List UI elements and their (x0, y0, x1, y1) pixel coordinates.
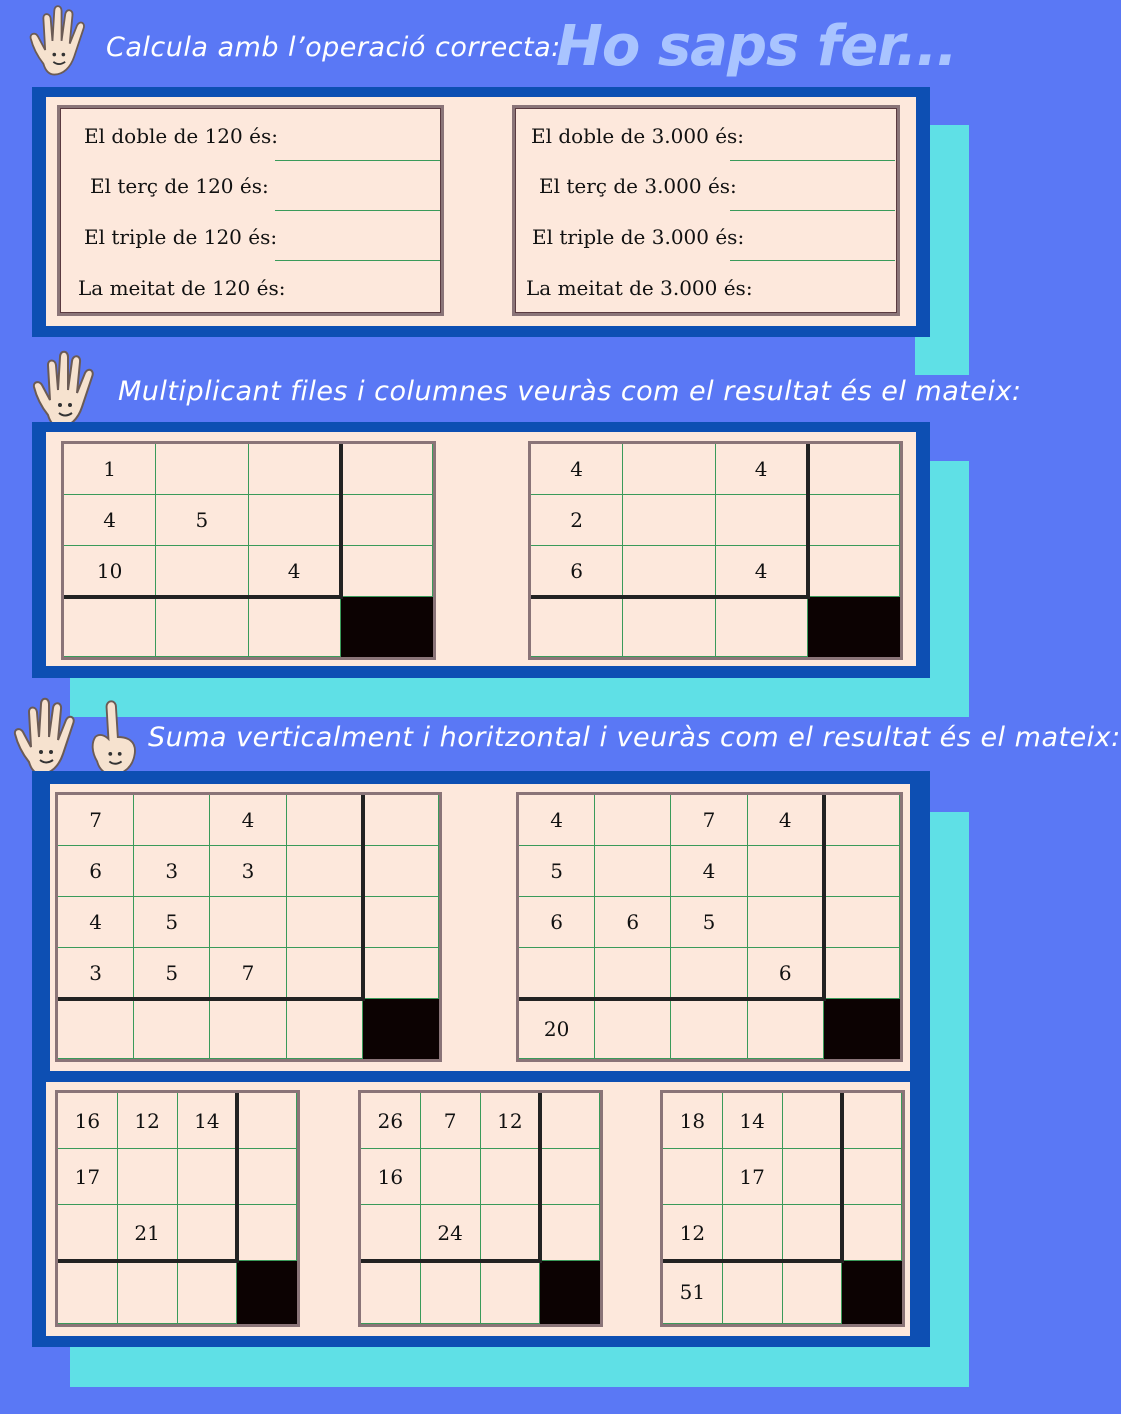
grid-cell: 6 (595, 897, 671, 948)
page-title: Ho saps fer... (556, 14, 957, 79)
row-result-cell[interactable] (237, 1093, 297, 1149)
grid-cell[interactable] (210, 897, 286, 948)
row-result-cell[interactable] (237, 1205, 297, 1261)
grid-divider (58, 997, 363, 1001)
calc-label: El doble de 3.000 és: (531, 124, 745, 148)
grid-cell[interactable] (748, 846, 824, 897)
grid-cell: 4 (671, 846, 747, 897)
row-result-cell[interactable] (842, 1205, 902, 1261)
answer-line[interactable] (275, 260, 440, 261)
row-result-cell[interactable] (363, 795, 439, 846)
grid-cell[interactable] (748, 897, 824, 948)
row-result-cell[interactable] (808, 444, 900, 495)
grid-cell[interactable] (783, 1093, 843, 1149)
black-corner-cell (842, 1261, 902, 1324)
row-result-cell[interactable] (363, 897, 439, 948)
row-result-cell[interactable] (808, 546, 900, 597)
sum-grid-small-3 (660, 1090, 905, 1327)
grid-cell: 3 (210, 846, 286, 897)
sum-grid-small-1 (55, 1090, 300, 1327)
black-corner-cell (808, 597, 900, 657)
grid-cell: 14 (178, 1093, 238, 1149)
grid-cell[interactable] (663, 1149, 723, 1205)
column-result-cell[interactable] (134, 999, 210, 1059)
grid-cell: 17 (58, 1149, 118, 1205)
grid-cell: 12 (663, 1205, 723, 1261)
grid-divider (840, 1093, 844, 1263)
row-result-cell[interactable] (842, 1093, 902, 1149)
column-result-cell[interactable] (748, 999, 824, 1059)
grid-cell[interactable] (519, 948, 595, 999)
column-result-cell[interactable] (210, 999, 286, 1059)
grid-cell: 4 (519, 795, 595, 846)
row-result-cell[interactable] (540, 1149, 600, 1205)
hand-four-fingers-icon (22, 0, 92, 80)
grid-divider (531, 595, 808, 599)
grid-cell[interactable] (481, 1205, 541, 1261)
calc-label: El doble de 120 és: (84, 124, 278, 148)
grid-cell[interactable] (623, 546, 715, 597)
grid-cell: 1 (64, 444, 156, 495)
grid-cell: 6 (531, 546, 623, 597)
grid-cell: 4 (249, 546, 341, 597)
column-result-cell[interactable] (249, 597, 341, 657)
column-result-cell[interactable] (64, 597, 156, 657)
column-result-cell[interactable] (671, 999, 747, 1059)
section-title-calcula: Calcula amb l’operació correcta: (106, 32, 561, 63)
grid-cell: 16 (58, 1093, 118, 1149)
grid-cell[interactable] (156, 444, 248, 495)
grid-divider (58, 1259, 237, 1263)
grid-cell: 6 (748, 948, 824, 999)
grid-cell: 12 (118, 1093, 178, 1149)
answer-line[interactable] (275, 210, 440, 211)
grid-cell: 5 (134, 948, 210, 999)
column-result-cell: 20 (519, 999, 595, 1059)
column-result-cell[interactable] (623, 597, 715, 657)
row-result-cell[interactable] (237, 1149, 297, 1205)
grid-cell: 7 (58, 795, 134, 846)
grid-divider (519, 997, 824, 1001)
row-result-cell[interactable] (540, 1093, 600, 1149)
grid-cell[interactable] (287, 948, 363, 999)
grid-cell[interactable] (595, 846, 671, 897)
black-corner-cell (824, 999, 900, 1059)
grid-cell[interactable] (118, 1149, 178, 1205)
hand-five-fingers-icon (22, 345, 104, 433)
grid-divider (538, 1093, 542, 1263)
grid-cell: 2 (531, 495, 623, 546)
grid-cell[interactable] (481, 1149, 541, 1205)
column-result-cell[interactable] (287, 999, 363, 1059)
grid-cell: 21 (118, 1205, 178, 1261)
grid-cell: 16 (361, 1149, 421, 1205)
grid-cell[interactable] (421, 1149, 481, 1205)
grid-divider (806, 444, 810, 599)
grid-cell[interactable] (287, 846, 363, 897)
row-result-cell[interactable] (824, 948, 900, 999)
grid-cell[interactable] (783, 1205, 843, 1261)
grid-cell[interactable] (623, 444, 715, 495)
calc-label: El terç de 3.000 és: (539, 174, 737, 198)
grid-cell[interactable] (671, 948, 747, 999)
row-result-cell[interactable] (341, 444, 433, 495)
grid-cell[interactable] (58, 1205, 118, 1261)
grid-cell: 4 (64, 495, 156, 546)
column-result-cell[interactable] (118, 1261, 178, 1324)
column-result-cell[interactable] (531, 597, 623, 657)
grid-cell: 18 (663, 1093, 723, 1149)
column-result-cell[interactable] (58, 999, 134, 1059)
black-corner-cell (363, 999, 439, 1059)
grid-cell: 10 (64, 546, 156, 597)
grid-cell: 3 (134, 846, 210, 897)
grid-divider (64, 595, 341, 599)
column-result-cell[interactable] (156, 597, 248, 657)
grid-cell: 5 (671, 897, 747, 948)
grid-cell[interactable] (249, 495, 341, 546)
grid-divider (339, 444, 343, 599)
row-result-cell[interactable] (363, 948, 439, 999)
calc-label: La meitat de 3.000 és: (526, 276, 753, 300)
grid-cell: 4 (716, 546, 808, 597)
grid-divider (235, 1093, 239, 1263)
column-result-cell[interactable] (178, 1261, 238, 1324)
grid-divider (361, 795, 365, 1001)
column-result-cell[interactable] (783, 1261, 843, 1324)
grid-cell[interactable] (723, 1205, 783, 1261)
hand-one-finger-icon (84, 692, 146, 782)
calc-box-120 (57, 105, 444, 316)
row-result-cell[interactable] (540, 1205, 600, 1261)
grid-cell[interactable] (287, 897, 363, 948)
calc-box-3000 (512, 105, 900, 316)
grid-cell: 4 (210, 795, 286, 846)
column-result-cell[interactable] (361, 1261, 421, 1324)
grid-cell: 3 (58, 948, 134, 999)
grid-cell: 26 (361, 1093, 421, 1149)
column-result-cell[interactable] (421, 1261, 481, 1324)
column-result-cell[interactable] (723, 1261, 783, 1324)
black-corner-cell (540, 1261, 600, 1324)
grid-cell: 7 (210, 948, 286, 999)
grid-cell: 4 (748, 795, 824, 846)
grid-cell[interactable] (623, 495, 715, 546)
sum-grid-right (516, 792, 903, 1062)
grid-cell[interactable] (595, 948, 671, 999)
sum-grid-small-2 (358, 1090, 603, 1327)
grid-cell[interactable] (178, 1205, 238, 1261)
calc-label: El terç de 120 és: (90, 174, 269, 198)
row-result-cell[interactable] (341, 495, 433, 546)
grid-cell[interactable] (783, 1149, 843, 1205)
row-result-cell[interactable] (808, 495, 900, 546)
grid-divider (663, 1259, 842, 1263)
grid-cell[interactable] (134, 795, 210, 846)
row-result-cell[interactable] (824, 795, 900, 846)
grid-cell: 4 (716, 444, 808, 495)
answer-line[interactable] (275, 160, 440, 161)
grid-cell: 6 (519, 897, 595, 948)
grid-cell: 6 (58, 846, 134, 897)
grid-cell: 17 (723, 1149, 783, 1205)
grid-divider (822, 795, 826, 1001)
answer-line[interactable] (730, 160, 895, 161)
row-result-cell[interactable] (824, 846, 900, 897)
grid-cell[interactable] (178, 1149, 238, 1205)
black-corner-cell (237, 1261, 297, 1324)
grid-cell[interactable] (249, 444, 341, 495)
section-title-multiplicant: Multiplicant files i columnes veuràs com el resultat és el mateix: (118, 376, 1022, 407)
grid-divider (361, 1259, 540, 1263)
column-result-cell[interactable] (58, 1261, 118, 1324)
multiplication-grid-left (61, 441, 436, 660)
hand-five-fingers-icon (6, 692, 82, 780)
answer-line[interactable] (730, 210, 895, 211)
grid-cell[interactable] (361, 1205, 421, 1261)
calc-label: La meitat de 120 és: (78, 276, 286, 300)
answer-line[interactable] (730, 260, 895, 261)
black-corner-cell (341, 597, 433, 657)
column-result-cell[interactable] (481, 1261, 541, 1324)
column-result-cell[interactable] (595, 999, 671, 1059)
grid-cell: 24 (421, 1205, 481, 1261)
grid-cell: 12 (481, 1093, 541, 1149)
column-result-cell: 51 (663, 1261, 723, 1324)
grid-cell: 14 (723, 1093, 783, 1149)
column-result-cell[interactable] (716, 597, 808, 657)
grid-cell[interactable] (287, 795, 363, 846)
row-result-cell[interactable] (824, 897, 900, 948)
grid-cell: 4 (58, 897, 134, 948)
grid-cell: 5 (519, 846, 595, 897)
grid-cell: 4 (531, 444, 623, 495)
row-result-cell[interactable] (341, 546, 433, 597)
grid-cell: 5 (156, 495, 248, 546)
sum-grid-left (55, 792, 442, 1062)
section-title-suma: Suma verticalment i horitzontal i veuràs com el resultat és el mateix: (148, 722, 1121, 753)
grid-cell[interactable] (156, 546, 248, 597)
grid-cell[interactable] (595, 795, 671, 846)
grid-cell[interactable] (716, 495, 808, 546)
row-result-cell[interactable] (842, 1149, 902, 1205)
row-result-cell[interactable] (363, 846, 439, 897)
calc-label: El triple de 3.000 és: (532, 225, 745, 249)
grid-cell: 5 (134, 897, 210, 948)
grid-cell: 7 (671, 795, 747, 846)
multiplication-grid-right (528, 441, 903, 660)
grid-cell: 7 (421, 1093, 481, 1149)
calc-label: El triple de 120 és: (84, 225, 278, 249)
